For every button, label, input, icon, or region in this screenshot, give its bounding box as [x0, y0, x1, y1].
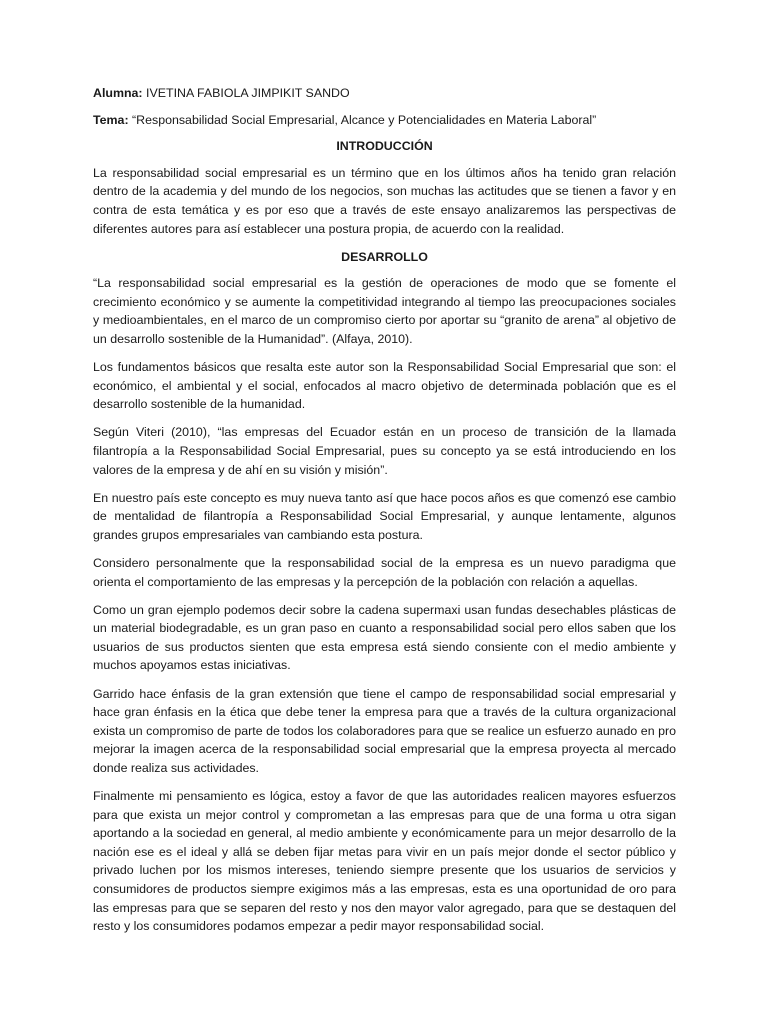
document-page	[93, 84, 676, 945]
development-heading: DESARROLLO	[341, 249, 428, 264]
development-paragraph-8: Finalmente mi pensamiento es lógica, estoy a favor de que las autoridades realicen mayores esfuerzos para que exista un mejor control y comprometan a las empresas para que de una forma u otra sigan aportando a la sociedad en general, al medio ambiente y económicamente para un mejor desarrollo de la nación ese es el ideal y allá se deben fijar metas para vivir en un país mejor donde el sector público y privado luchen por los mismos intereses, teniendo siempre presente que los usuarios de servicios y consumidores de productos siempre exigimos más a las empresas, esta es una oportunidad de oro para las empresas para que se separen del resto y nos den mayor valor agregado, para que se destaquen del resto y los consumidores podamos empezar a pedir mayor responsabilidad social.	[93, 789, 676, 934]
introduction-heading: INTRODUCCIÓN	[336, 139, 433, 154]
topic-label: Tema:	[93, 112, 129, 127]
topic-title: “Responsabilidad Social Empresarial, Alcance y Potencialidades en Materia Laboral”	[132, 112, 597, 127]
development-paragraph-2: Los fundamentos básicos que resalta este autor son la Responsabilidad Social Empresarial que son: el económico, el ambiental y el social, enfocados al macro objetivo de determinada población que es el desarrollo sostenible de la humanidad.	[93, 360, 676, 412]
student-line	[93, 84, 676, 103]
development-paragraph-4: En nuestro país este concepto es muy nueva tanto así que hace pocos años es que comenzó ese cambio de mentalidad de filantropía a Responsabilidad Social Empresarial, y aunque lentamente, algunos grandes grupos empresariales van cambiando esta postura.	[93, 490, 676, 542]
development-paragraph-6: Como un gran ejemplo podemos decir sobre la cadena supermaxi usan fundas desechables plásticas de un material biodegradable, es un gran paso en cuanto a responsabilidad social pero ellos saben que los usuarios de sus productos sienten que esta empresa está siendo consiente con el medio ambiente y muchos apoyamos estas iniciativas.	[93, 602, 676, 673]
development-paragraph-7: Garrido hace énfasis de la gran extensión que tiene el campo de responsabilidad social empresarial y hace gran énfasis en la ética que debe tener la empresa para que a través de la cultura organizacional exista un compromiso de parte de todos los colaboradores para que se realice un esfuerzo aunado en pro mejorar la imagen acerca de la responsabilidad social empresarial que la empresa proyecta al mercado donde realiza sus actividades.	[93, 686, 676, 775]
introduction-paragraph: La responsabilidad social empresarial es un término que en los últimos años ha tenido gran relación dentro de la academia y del mundo de los negocios, son muchas las actitudes que se tienen a favor y en contra de esta temática y es por eso que a través de este ensayo analizaremos las perspectivas de diferentes autores para así establecer una postura propia, de acuerdo con la realidad.	[93, 165, 676, 236]
student-label: Alumna:	[93, 86, 143, 100]
student-name: IVETINA FABIOLA JIMPIKIT SANDO	[146, 86, 350, 100]
topic-line	[93, 111, 676, 130]
development-paragraph-1: “La responsabilidad social empresarial es la gestión de operaciones de modo que se fomente el crecimiento económico y se aumente la competitividad integrando al tiempo las preocupaciones sociales y medioambientales, en el marco de un compromiso cierto por aportar su “granito de arena” al objetivo de un desarrollo sostenible de la Humanidad”. (Alfaya, 2010).	[93, 276, 676, 347]
development-paragraph-3: Según Viteri (2010), “las empresas del Ecuador están en un proceso de transición de la llamada filantropía a la Responsabilidad Social Empresarial, pues su concepto ya se está introduciendo en los valores de la empresa y de ahí en su visión y misión”.	[93, 425, 676, 477]
development-paragraph-5: Considero personalmente que la responsabilidad social de la empresa es un nuevo paradigma que orienta el comportamiento de las empresas y la percepción de la población con relación a aquellas.	[93, 555, 676, 589]
